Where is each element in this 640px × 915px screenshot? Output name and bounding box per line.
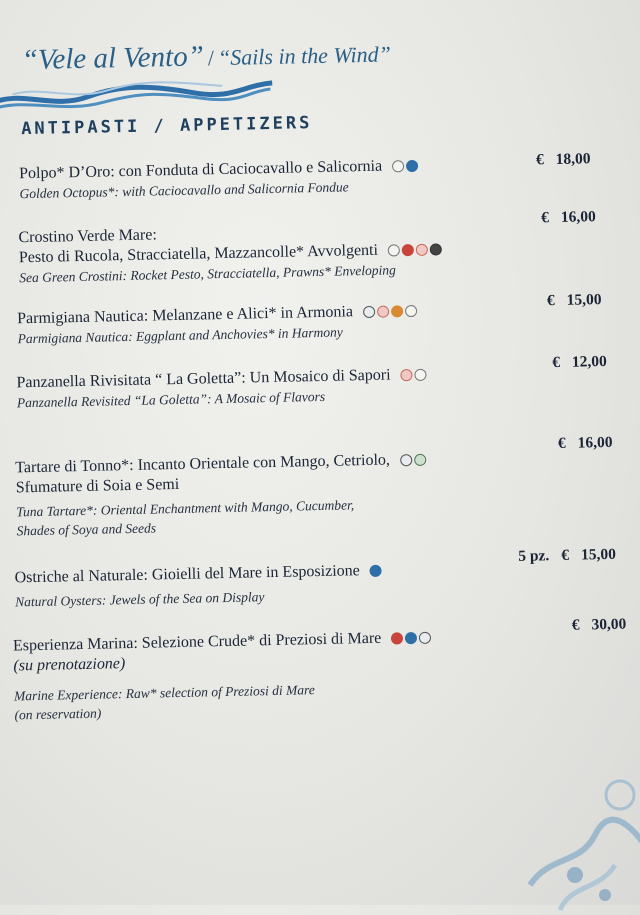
item-name-line1: Crostino Verde Mare: — [18, 226, 157, 247]
menu-item-panzanella — [0, 352, 638, 411]
euro-symbol: € — [546, 292, 555, 310]
menu-item-ostriche — [2, 545, 640, 610]
section-heading: ANTIPASTI / APPETIZERS — [21, 113, 313, 140]
allergen-icons — [400, 454, 426, 467]
soy-icon — [363, 306, 375, 318]
euro-symbol: € — [557, 434, 566, 453]
item-name: Parmigiana Nautica: Melanzane e Alici* in Armonia — [17, 303, 354, 328]
euro-symbol: € — [541, 209, 550, 227]
fish-icon — [406, 160, 418, 172]
crustacean-icon — [402, 244, 414, 256]
menu-item-tartare — [0, 433, 640, 539]
item-name-line2: Sfumature di Soia e Semi — [15, 475, 180, 497]
item-english: Panzanella Revisited “La Goletta”: A Mosaic of Flavors — [16, 388, 326, 411]
item-name: Panzanella Rivisitata “ La Goletta”: Un Mosaico di Sapori — [16, 366, 391, 392]
item-price: € 16,00 — [557, 433, 613, 453]
item-name: Ostriche al Naturale: Gioielli del Mare in Esposizione — [14, 562, 360, 587]
gluten-icon — [414, 369, 426, 381]
allergen-icons — [363, 305, 417, 318]
euro-symbol: € — [552, 353, 561, 372]
item-price: € 16,00 — [541, 208, 596, 227]
item-english-line1: Tuna Tartare*: Oriental Enchantment with Mango, Cucumber, — [16, 497, 355, 520]
fish-icon — [405, 632, 417, 644]
waves-decoration — [0, 75, 273, 115]
euro-symbol: € — [535, 151, 544, 169]
euro-symbol: € — [561, 546, 570, 564]
item-quantity: 5 pz. — [518, 547, 550, 565]
dairy-icon — [400, 369, 412, 381]
crustacean-icon — [391, 633, 403, 645]
gluten-icon — [405, 305, 417, 317]
item-price: 5 pz. € 15,00 — [518, 545, 617, 565]
item-price: € 15,00 — [546, 291, 602, 310]
allergen-icons — [370, 565, 382, 577]
item-english: Parmigiana Nautica: Eggplant and Anchovies* in Harmony — [17, 324, 343, 347]
item-english: Natural Oysters: Jewels of the Sea on Display — [14, 589, 265, 610]
item-name: Polpo* D’Oro: con Fonduta di Caciocavallo e Salicornia — [18, 157, 383, 183]
item-price: € 18,00 — [535, 150, 591, 169]
mollusc-icon — [430, 244, 442, 256]
dairy-icon — [377, 306, 389, 318]
allergen-icons — [400, 369, 426, 382]
item-name-line2: Pesto di Rucola, Stracciatella, Mazzancolle* Avvolgenti — [18, 241, 379, 267]
menu-title — [21, 36, 391, 77]
euro-symbol: € — [571, 616, 580, 634]
menu-item-polpo — [0, 150, 634, 202]
gluten-icon — [388, 245, 400, 257]
gluten-icon — [392, 161, 404, 173]
item-price: € 12,00 — [552, 352, 608, 372]
item-note-italian: (su prenotazione) — [13, 655, 126, 675]
menu-item-crostino — [0, 208, 635, 286]
dairy-icon — [416, 244, 428, 256]
title-english: “Sails in the Wind” — [217, 41, 392, 71]
item-english-line2: Shades of Soya and Seeds — [16, 520, 157, 539]
fish-icon — [370, 565, 382, 577]
item-english: Marine Experience: Raw* selection of Preziosi di Mare — [13, 682, 315, 704]
item-price: € 30,00 — [571, 615, 627, 634]
menu-item-parmigiana — [0, 291, 637, 347]
soy-icon — [400, 454, 412, 466]
allergen-icons — [388, 244, 442, 257]
item-note-english: (on reservation) — [14, 705, 102, 723]
sesame-icon — [414, 454, 426, 466]
menu-item-esperienza — [4, 615, 640, 723]
item-english: Golden Octopus*: with Caciocavallo and Salicornia Fondue — [19, 179, 349, 202]
item-name: Esperienza Marina: Selezione Crude* di Preziosi di Mare — [12, 629, 382, 655]
allergen-icons — [391, 632, 431, 645]
item-english: Sea Green Crostini: Rocket Pesto, Stracciatella, Prawns* Enveloping — [19, 262, 396, 286]
soy-icon — [419, 632, 431, 644]
nut-icon — [391, 306, 403, 318]
title-separator: / — [207, 45, 215, 71]
title-italian: “Vele al Vento” — [21, 40, 205, 77]
sea-decoration — [500, 765, 640, 915]
allergen-icons — [392, 160, 418, 173]
item-name-line1: Tartare di Tonno*: Incanto Orientale con Mango, Cetriolo, — [15, 451, 391, 477]
